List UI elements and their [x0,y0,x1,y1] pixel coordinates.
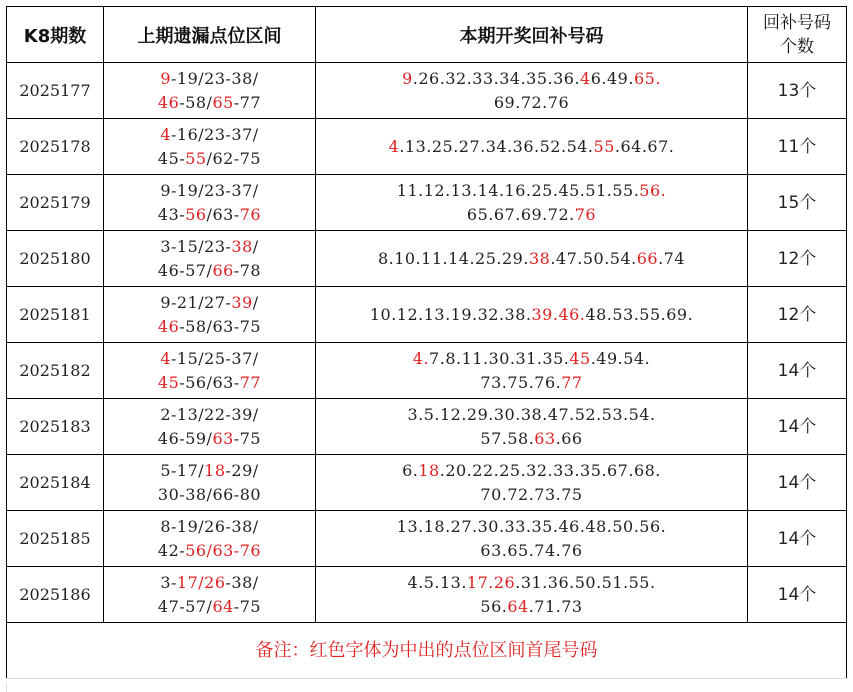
highlighted-number: 18 [418,460,440,480]
range-cell [104,63,316,119]
table-row [7,343,847,399]
number-text: 9-21/27- [160,292,232,312]
number-text: -78 [233,260,262,280]
highlighted-number: 4. [412,348,430,368]
highlighted-number: 77 [239,372,262,392]
footer-note: 备注：红色字体为中出的点位区间首尾号码 [7,623,847,679]
range-cell [104,175,316,231]
table-row [7,175,847,231]
number-text: -56/63- [179,372,240,392]
table-row [7,455,847,511]
numbers-cell-line [316,303,747,327]
highlighted-number: 4 [160,348,171,368]
range-cell-line [104,179,315,203]
count-cell: 12个 [748,287,847,343]
count-cell: 14个 [748,343,847,399]
highlighted-number: 17.26 [466,572,516,592]
number-text: .49.54. [590,348,651,368]
numbers-cell [316,399,748,455]
table-body [7,63,847,623]
range-cell [104,399,316,455]
count-cell: 15个 [748,175,847,231]
number-text: 8.10.11.14.25.29. [377,248,529,268]
highlighted-number: 65. [633,68,661,88]
header-numbers: 本期开奖回补号码 [316,7,748,63]
number-text: 5-17/ [160,460,205,480]
number-text: 70.72.73.75 [480,484,583,504]
header-row [7,7,847,63]
period-cell: 2025183 [7,399,104,455]
highlighted-number: 45 [569,348,591,368]
range-cell [104,287,316,343]
highlighted-number: 76 [574,204,597,224]
highlighted-number: 4 [160,124,171,144]
range-cell-line [104,515,315,539]
number-text: 69.72.76 [493,92,570,112]
number-text: 57.58. [480,428,535,448]
range-cell-line [104,371,315,395]
period-cell: 2025184 [7,455,104,511]
number-text: /62-75 [206,148,262,168]
numbers-cell [316,343,748,399]
numbers-cell [316,567,748,623]
number-text: .13.25.27.34.36.52.54. [399,136,594,156]
sheet-gridline [6,682,847,692]
numbers-cell-line [316,595,747,619]
number-text: -58/63-75 [179,316,262,336]
number-text: 4.5.13. [407,572,467,592]
number-text: / [252,292,259,312]
lottery-table-sheet [6,6,846,686]
number-text: -77 [233,92,262,112]
numbers-cell-line [316,403,747,427]
range-cell-line [104,539,315,563]
highlighted-number: 65 [212,92,234,112]
range-cell-line [104,595,315,619]
period-cell: 2025180 [7,231,104,287]
count-cell: 13个 [748,63,847,119]
number-text: 2-13/22-39/ [160,404,259,424]
number-text: -19/23-38/ [171,68,259,88]
highlighted-number: 77 [561,372,583,392]
number-text: -38/ [225,572,259,592]
number-text: 13.18.27.30.33.35.46.48.50.56. [396,516,667,536]
count-cell: 14个 [748,455,847,511]
number-text: 43- [157,204,186,224]
highlighted-number: 56 [185,204,207,224]
number-text: /63- [206,204,240,224]
numbers-cell-line [316,539,747,563]
number-text: -75 [233,596,262,616]
number-text: .26.32.33.34.35.36. [412,68,581,88]
count-cell: 14个 [748,399,847,455]
highlighted-number: 46 [157,316,180,336]
range-cell-line [104,347,315,371]
highlighted-number: 38 [231,236,253,256]
numbers-cell-line [316,515,747,539]
highlighted-number: 46 [157,92,180,112]
numbers-cell-line [316,135,747,159]
highlighted-number: 38 [528,248,551,268]
table-row [7,567,847,623]
range-cell-line [104,259,315,283]
highlighted-number: 39.46. [531,304,586,324]
highlighted-number: 18 [204,460,226,480]
range-cell-line [104,459,315,483]
period-cell: 2025178 [7,119,104,175]
range-cell [104,455,316,511]
numbers-cell-line [316,427,747,451]
period-cell: 2025179 [7,175,104,231]
highlighted-number: 66 [212,260,234,280]
numbers-cell-line [316,347,747,371]
range-cell-line [104,291,315,315]
highlighted-number: 64 [507,596,529,616]
number-text: -16/23-37/ [171,124,259,144]
table-row [7,399,847,455]
highlighted-number: 9 [160,68,171,88]
range-cell-line [104,91,315,115]
number-text: 3- [160,572,177,592]
numbers-cell [316,63,748,119]
table-row [7,63,847,119]
number-text: 47-57/ [157,596,213,616]
numbers-cell-line [316,459,747,483]
table-row [7,231,847,287]
header-range: 上期遗漏点位区间 [104,7,316,63]
number-text: -15/25-37/ [171,348,259,368]
number-text: 6. [402,460,419,480]
range-cell-line [104,123,315,147]
number-text: .31.36.50.51.55. [515,572,656,592]
highlighted-number: 63 [534,428,556,448]
number-text: 7.8.11.30.31.35. [429,348,570,368]
number-text: 48.53.55.69. [585,304,694,324]
range-cell-line [104,571,315,595]
table-row [7,511,847,567]
number-text: 11.12.13.14.16.25.45.51.55. [396,180,640,200]
lottery-table [6,6,847,679]
count-cell: 11个 [748,119,847,175]
number-text: 46-59/ [157,428,213,448]
highlighted-number: 9 [402,68,413,88]
number-text: / [252,236,259,256]
range-cell [104,343,316,399]
numbers-cell-line [316,179,747,203]
table-row [7,119,847,175]
highlighted-number: 64 [212,596,234,616]
highlighted-number: 63 [212,428,234,448]
range-cell [104,119,316,175]
header-count-line1: 回补号码 [763,12,831,33]
number-text: -29/ [225,460,259,480]
number-text: .71.73 [528,596,583,616]
range-cell [104,231,316,287]
number-text: 8-19/26-38/ [160,516,259,536]
count-cell: 14个 [748,511,847,567]
number-text: .47.50.54. [550,248,637,268]
count-cell: 14个 [748,567,847,623]
header-count [748,7,847,63]
table-row [7,287,847,343]
numbers-cell-line [316,483,747,507]
number-text: 10.12.13.19.32.38. [369,304,532,324]
range-cell-line [104,483,315,507]
range-cell-line [104,403,315,427]
highlighted-number: 17/26 [176,572,226,592]
numbers-cell-line [316,371,747,395]
numbers-cell-line [316,203,747,227]
highlighted-number: 4 [388,136,400,156]
numbers-cell [316,119,748,175]
range-cell-line [104,427,315,451]
number-text: .74 [658,248,686,268]
header-count-line2: 个数 [780,36,814,57]
range-cell-line [104,235,315,259]
range-cell-line [104,203,315,227]
highlighted-number: 56/63-76 [185,540,262,560]
number-text: 3-15/23- [160,236,232,256]
range-cell [104,511,316,567]
highlighted-number: 45 [157,372,180,392]
number-text: .66 [555,428,583,448]
numbers-cell-line [316,67,747,91]
highlighted-number: 56. [639,180,667,200]
number-text: 6.49. [590,68,634,88]
range-cell-line [104,67,315,91]
note-row [7,623,847,679]
number-text: .20.22.25.32.33.35.67.68. [439,460,661,480]
number-text: 42- [157,540,186,560]
number-text: -58/ [179,92,213,112]
highlighted-number: 4 [580,68,591,88]
number-text: .64.67. [614,136,675,156]
number-text: 3.5.12.29.30.38.47.52.53.54. [407,404,656,424]
numbers-cell [316,511,748,567]
number-text: 45- [157,148,186,168]
number-text: -75 [233,428,262,448]
number-text: 63.65.74.76 [480,540,583,560]
numbers-cell [316,287,748,343]
count-cell: 12个 [748,231,847,287]
highlighted-number: 55 [185,148,207,168]
period-cell: 2025186 [7,567,104,623]
range-cell-line [104,147,315,171]
number-text: 9-19/23-37/ [160,180,259,200]
number-text: 73.75.76. [480,372,562,392]
number-text: 30-38/66-80 [157,484,262,504]
highlighted-number: 76 [239,204,262,224]
highlighted-number: 66 [636,248,659,268]
numbers-cell-line [316,247,747,271]
range-cell [104,567,316,623]
period-cell: 2025177 [7,63,104,119]
number-text: 46-57/ [157,260,213,280]
numbers-cell [316,175,748,231]
period-cell: 2025181 [7,287,104,343]
number-text: 56. [480,596,508,616]
numbers-cell-line [316,571,747,595]
range-cell-line [104,315,315,339]
numbers-cell [316,455,748,511]
number-text: 65.67.69.72. [466,204,575,224]
period-cell: 2025185 [7,511,104,567]
numbers-cell [316,231,748,287]
highlighted-number: 55 [593,136,615,156]
numbers-cell-line [316,91,747,115]
period-cell: 2025182 [7,343,104,399]
highlighted-number: 39 [231,292,253,312]
header-period: K8期数 [7,7,104,63]
